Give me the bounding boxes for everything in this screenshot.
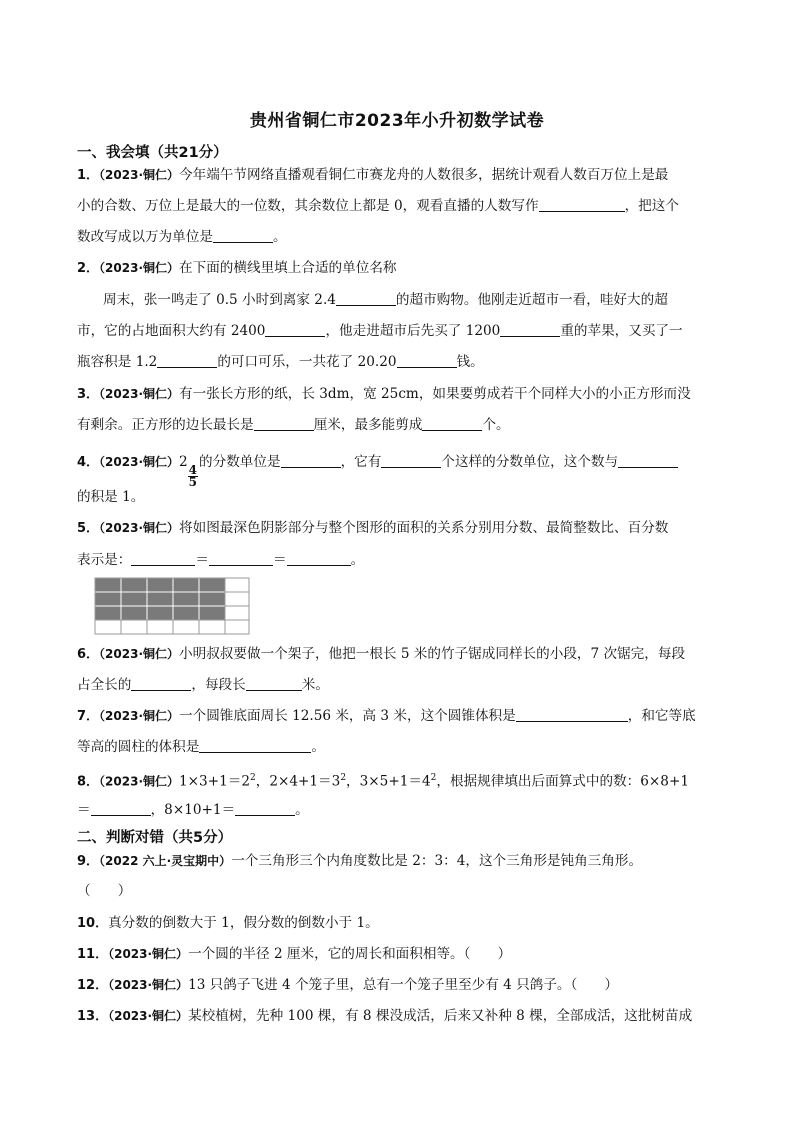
- answer-blank[interactable]: [254, 416, 314, 431]
- grid-cell-shaded: [199, 578, 225, 592]
- question-text: ，和它等底: [627, 708, 696, 724]
- question-text: 。: [272, 229, 287, 245]
- question-text: 将如图最深色阴影部分与整个图形的面积的关系分别用分数、最简整数比、百分数: [179, 520, 669, 536]
- question-text: 米。: [301, 677, 329, 693]
- exponent: 2: [340, 773, 347, 783]
- question-text: 某校植树，先种 100 棵，有 8 棵没成活，后来又补种 8 棵，全部成活，这批树苗成: [188, 1008, 693, 1024]
- question-13: [77, 1006, 722, 1027]
- question-source: （2023·铜仁）: [99, 774, 180, 789]
- grid-cell: [95, 620, 121, 634]
- question-text: 个。: [482, 417, 510, 433]
- answer-blank[interactable]: [336, 291, 396, 306]
- fraction-numerator: 4: [188, 463, 198, 477]
- question-9-line-2: [77, 881, 722, 901]
- question-text: 小的合数、万位上是最大的一位数，其余数位上都是 0，观看直播的人数写作: [77, 198, 539, 214]
- answer-blank[interactable]: [539, 197, 625, 212]
- question-text: 的超市购物。他刚走近超市一看，哇好大的超: [395, 292, 668, 308]
- question-8-line-2: [77, 800, 722, 820]
- answer-blank[interactable]: [91, 801, 151, 816]
- grid-svg: [94, 577, 252, 635]
- question-source: （2023·铜仁）: [99, 455, 180, 469]
- answer-blank[interactable]: [265, 322, 325, 337]
- question-number: 13．: [77, 1009, 109, 1024]
- question-text: ，根据规律填出后面算式中的数：6×8+1: [436, 773, 689, 790]
- question-text: ，把这个: [624, 198, 679, 214]
- grid-cell-shaded: [173, 578, 199, 592]
- grid-cell: [225, 620, 249, 634]
- question-source: （2023·铜仁）: [99, 521, 180, 535]
- question-text: ，他走进超市后先买了 1200: [325, 323, 501, 339]
- grid-cell-shaded: [147, 592, 173, 606]
- question-6: [77, 644, 722, 665]
- grid-cell: [147, 620, 173, 634]
- grid-cell-shaded: [95, 606, 121, 620]
- question-number: 4．: [77, 455, 100, 470]
- answer-blank-percent[interactable]: [287, 551, 351, 566]
- exponent: 2: [250, 773, 256, 783]
- question-number: 6．: [77, 647, 100, 662]
- question-9: [77, 851, 722, 872]
- question-2-line-2: [103, 290, 748, 310]
- shaded-grid-figure: [94, 577, 252, 635]
- question-text: ，3×5+1＝4: [346, 773, 431, 790]
- answer-blank-fraction[interactable]: [131, 551, 195, 566]
- question-text: 表示是：: [77, 552, 132, 568]
- mixed-number-whole: 2: [179, 454, 188, 470]
- question-text: 。: [311, 739, 325, 755]
- grid-cell-shaded: [95, 592, 121, 606]
- question-number: 12．: [77, 978, 109, 993]
- question-text: ，它有: [340, 454, 382, 470]
- question-text: 一个圆锥底面周长 12.56 米，高 3 米，这个圆锥体积是: [179, 708, 516, 724]
- mixed-number-fraction: [188, 465, 198, 488]
- answer-blank[interactable]: [157, 353, 217, 368]
- question-text: 的分数单位是: [199, 454, 281, 470]
- question-text: 占全长的: [77, 677, 132, 693]
- question-text: 等高的圆柱的体积是: [77, 739, 200, 755]
- question-source: （2023·铜仁）: [99, 261, 180, 275]
- question-2-line-3: [77, 321, 722, 341]
- answer-blank[interactable]: [516, 707, 628, 722]
- question-source: （2023·铜仁）: [99, 168, 180, 182]
- question-text: 钱。: [456, 354, 484, 370]
- question-source: （2023·铜仁）: [108, 947, 189, 961]
- fraction-denominator: 5: [188, 475, 198, 489]
- question-source: （2022 六上·灵宝期中）: [99, 854, 232, 868]
- answer-blank[interactable]: [500, 322, 560, 337]
- question-1-line-3: [77, 227, 722, 247]
- question-6-line-2: [77, 675, 722, 695]
- grid-cell: [225, 606, 249, 620]
- answer-blank[interactable]: [246, 676, 302, 691]
- grid-cell-shaded: [147, 606, 173, 620]
- answer-blank[interactable]: [381, 453, 441, 468]
- question-text: 瓶容积是 1.2: [77, 354, 158, 370]
- question-5: [77, 518, 722, 539]
- question-source: （2023·铜仁）: [108, 1009, 189, 1023]
- answer-blank[interactable]: [213, 228, 273, 243]
- question-text: 有剩余。正方形的边长最长是: [77, 417, 254, 433]
- answer-blank[interactable]: [397, 353, 457, 368]
- question-3-line-2: [77, 415, 722, 435]
- question-4-line-2: [77, 487, 722, 507]
- question-text: ，每段长: [191, 677, 246, 693]
- question-text: ＝: [77, 802, 91, 818]
- question-text: 小明叔叔要做一个架子，他把一根长 5 米的竹子锯成同样长的小段，7 次锯完，每段: [179, 646, 686, 662]
- question-1-line-2: [77, 196, 722, 216]
- question-number: 2．: [77, 261, 100, 276]
- question-text: 周末，张一鸣走了 0.5 小时到离家 2.4: [103, 292, 336, 308]
- answer-blank[interactable]: [422, 416, 482, 431]
- grid-cell-shaded: [199, 592, 225, 606]
- question-1: [77, 165, 722, 186]
- grid-cell: [173, 620, 199, 634]
- question-2: [77, 258, 722, 279]
- page-title: 贵州省铜仁市2023年小升初数学试卷: [249, 111, 545, 131]
- question-text: 重的苹果，又买了一: [560, 323, 683, 339]
- question-source: （2023·铜仁）: [99, 709, 180, 723]
- grid-cell: [225, 578, 249, 592]
- question-number: 11．: [77, 947, 109, 962]
- question-text: ，8×10+1＝: [150, 802, 236, 818]
- question-12: [77, 975, 722, 996]
- question-text: 在下面的横线里填上合适的单位名称: [179, 260, 397, 276]
- answer-blank[interactable]: [618, 453, 678, 468]
- question-text: 一个圆的半径 2 厘米，它的周长和面积相等。（ ）: [188, 946, 512, 962]
- question-3: [77, 384, 722, 405]
- question-text: 1×3+1＝2: [179, 773, 250, 790]
- grid-cell-shaded: [121, 606, 147, 620]
- question-number: 5．: [77, 521, 100, 536]
- question-number: 10．: [77, 916, 109, 931]
- question-11: [77, 944, 722, 965]
- grid-cell-shaded: [147, 578, 173, 592]
- question-number: 9．: [77, 854, 100, 869]
- grid-cell-shaded: [121, 592, 147, 606]
- grid-cell-shaded: [199, 606, 225, 620]
- answer-blank[interactable]: [235, 801, 295, 816]
- question-text: 今年端午节网络直播观看铜仁市赛龙舟的人数很多，据统计观看人数百万位上是最: [179, 167, 669, 183]
- answer-blank[interactable]: [131, 676, 191, 691]
- question-text: 数改写成以万为单位是: [77, 229, 213, 245]
- question-number: 3．: [77, 387, 100, 402]
- grid-cell: [225, 592, 249, 606]
- question-5-line-2: [77, 550, 722, 570]
- question-text: 个这样的分数单位，这个数与: [441, 454, 619, 470]
- question-source: （2023·铜仁）: [108, 978, 189, 992]
- question-number: 8．: [77, 774, 100, 790]
- exponent: 2: [430, 773, 437, 783]
- grid-cell: [121, 620, 147, 634]
- question-source: （2023·铜仁）: [99, 387, 180, 401]
- question-7-line-2: [77, 737, 722, 757]
- answer-blank-ratio[interactable]: [209, 551, 273, 566]
- question-text: 厘米，最多能剪成: [313, 417, 423, 433]
- question-2-line-4: [77, 352, 722, 372]
- grid-cell-shaded: [121, 578, 147, 592]
- question-text: 。: [350, 552, 365, 568]
- question-text: 的积是 1。: [77, 489, 145, 505]
- section-heading-judge: 二、判断对错（共5分）: [77, 830, 233, 846]
- equals-sign: ＝: [272, 552, 287, 568]
- answer-parentheses[interactable]: （ ）: [77, 883, 132, 899]
- question-source: （2023·铜仁）: [99, 647, 180, 661]
- answer-blank[interactable]: [281, 453, 341, 468]
- grid-cell-shaded: [173, 592, 199, 606]
- question-7: [77, 706, 722, 727]
- question-text: 市，它的占地面积大约有 2400: [77, 323, 266, 339]
- question-number: 7．: [77, 709, 100, 724]
- question-text: 一个三角形三个内角度数比是 2：3：4，这个三角形是钝角三角形。: [231, 853, 643, 869]
- question-text: ，2×4+1＝3: [255, 773, 341, 790]
- grid-cell: [199, 620, 225, 634]
- question-text: 。: [295, 802, 309, 818]
- question-text: 有一张长方形的纸，长 3dm，宽 25cm，如果要剪成若干个同样大小的小正方形而没: [179, 386, 691, 402]
- grid-cell-shaded: [95, 578, 121, 592]
- question-text: 的可口可乐，一共花了 20.20: [217, 354, 397, 370]
- equals-sign: ＝: [195, 552, 209, 568]
- question-text: 真分数的倒数大于 1，假分数的倒数小于 1。: [108, 915, 379, 931]
- question-8: [77, 768, 722, 793]
- question-number: 1．: [77, 168, 100, 183]
- section-heading-fill: 一、我会填（共21分）: [77, 145, 228, 161]
- question-text: 13 只鸽子飞进 4 个笼子里，总有一个笼子里至少有 4 只鸽子。（ ）: [188, 977, 619, 993]
- question-10: [77, 913, 722, 934]
- answer-blank[interactable]: [199, 738, 311, 753]
- grid-cell-shaded: [173, 606, 199, 620]
- question-4: [77, 452, 722, 488]
